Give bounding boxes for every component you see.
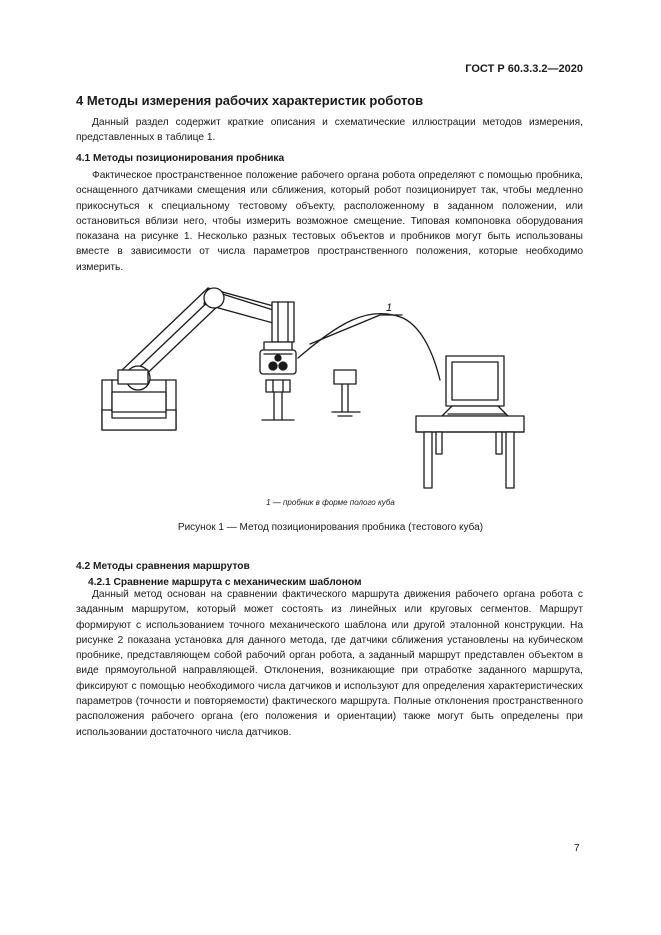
robot-upper-arm xyxy=(204,288,294,342)
section-4-2-1-paragraph: Данный метод основан на сравнении фактического маршрута движения рабочего органа робота с заданным маршрутом, который может состоять из линейных или круговых сегментов. Маршрут формируют с использованием точного механического шаблона или другой эталонной конструкции. На рисунке 2 показана установка для данного метода, где датчики сближения установлены на кубическом пробнике, представляющем собой рабочий орган робота, а заданный маршрут представлен объектом в виде прямоугольной направляющей. Отклонения, возникающие при отработке заданного маршрута, фиксируют с помощью необходимого числа датчиков и используют для определения характеристических параметров (точности и повторяемости) фактического маршрута. Полные отклонения пространственного расположения рабочего органа (его положения и ориентации) также могут быть определены при использовании достаточного числа датчиков. xyxy=(76,589,583,738)
test-object-near xyxy=(262,380,294,420)
section-4-2-1-title: 4.2.1 Сравнение маршрута с механическим шаблоном xyxy=(88,577,362,588)
page-number: 7 xyxy=(574,843,580,854)
document-code: ГОСТ Р 60.3.3.2—2020 xyxy=(465,63,583,75)
section-4-1-title: 4.1 Методы позиционирования пробника xyxy=(76,153,285,164)
figure-1-legend: 1 — пробник в форме полого куба xyxy=(266,498,395,507)
computer-workstation xyxy=(416,356,524,488)
figure-callout-1: 1 xyxy=(386,302,393,314)
probe-cable xyxy=(298,313,440,380)
probe-cube xyxy=(260,342,296,374)
section-4-title: 4 Методы измерения рабочих характеристик роботов xyxy=(76,93,424,108)
figure-1-caption: Рисунок 1 — Метод позиционирования пробника (тестового куба) xyxy=(177,522,484,533)
test-object-far xyxy=(332,370,360,416)
section-4-intro: Данный раздел содержит краткие описания и схематические иллюстрации методов измерения, представленных в таблице 1. xyxy=(76,117,583,144)
section-4-2-title: 4.2 Методы сравнения маршрутов xyxy=(76,561,250,572)
figure-1-illustration xyxy=(98,284,528,494)
callout-leader xyxy=(310,315,402,344)
section-4-1-paragraph: Фактическое пространственное положение рабочего органа робота определяют с помощью пробника, оснащенного датчиками смещения или сближения, который робот позиционирует так, чтобы медленно прикоснуться к специальному тестовому объекту, расположенному в заданном положении, или остановиться вблизи него, чтобы измерить возможное смещение. Типовая компоновка оборудования показана на рисунке 1. Несколько разных тестовых объектов и пробников могут быть использованы вместе в зависимости от числа параметров пространственного положения, которые необходимо измерить. xyxy=(76,170,583,273)
